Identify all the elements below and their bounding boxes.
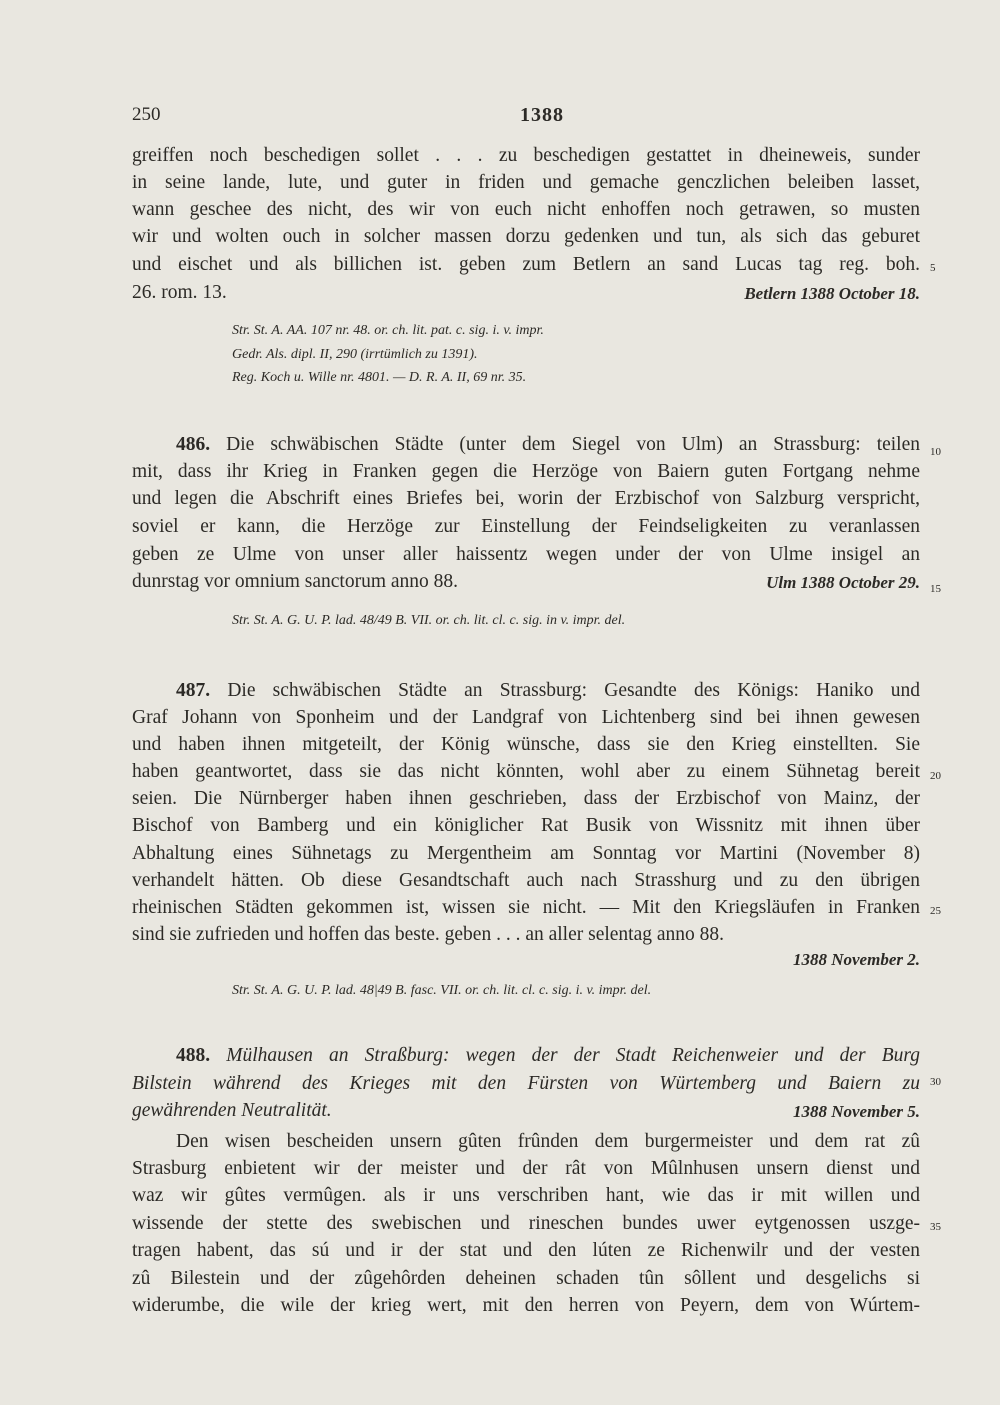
- document-number: 487.: [176, 680, 211, 701]
- text-line: und eischet und als billichen ist. geben zum Betlern an sand Lucas tag reg. boh.: [132, 254, 920, 275]
- text-line: rheinischen Städten gekommen ist, wissen sie nicht. — Mit den Kriegsläufen in Franken: [132, 897, 920, 918]
- regest-heading: Mülhausen an Straßburg: wegen der der Stadt Reichenweier und der Burg: [226, 1045, 921, 1066]
- margin-line-number: 35: [930, 1221, 941, 1233]
- regest-heading: Bilstein während des Krieges mit den Fürsten von Würtemberg und Baiern zu: [132, 1073, 920, 1094]
- document-date: Ulm 1388 October 29.: [766, 573, 920, 592]
- text-line: 26. rom. 13.: [132, 282, 227, 303]
- margin-line-number: 20: [930, 770, 941, 782]
- document-date: Betlern 1388 October 18.: [744, 284, 920, 303]
- document-date: 1388 November 5.: [792, 1102, 920, 1121]
- text-line: wissende der stette des swebischen und rineschen bundes uwer eytgenossen uszge-: [132, 1213, 920, 1234]
- text-line: greiffen noch beschedigen sollet . . . zu beschedigen gestattet in dheineweis, sunder: [132, 145, 920, 166]
- text-line: geben ze Ulme von unser aller haissentz wegen under der von Ulme insigel an: [132, 544, 920, 565]
- text-line: verhandelt hätten. Ob diese Gesandtschaft auch nach Strasshurg und zu den übrigen: [132, 870, 920, 891]
- text-line: soviel er kann, die Herzöge zur Einstellung der Feindseligkeiten zu veranlassen: [132, 516, 920, 537]
- text-line: [176, 678, 920, 704]
- text-line: [176, 1043, 920, 1069]
- text-line: tragen habent, das sú und ir der stat und den lúten ze Richenwilr und der vesten: [132, 1240, 920, 1261]
- text-line: Strasburg enbietent wir der meister und der rât von Mûlnhusen unsern dienst und: [132, 1158, 920, 1179]
- document-number: 486.: [176, 434, 211, 455]
- text-line: Graf Johann von Sponheim und der Landgraf von Lichtenberg sind bei ihnen gewesen: [132, 707, 920, 728]
- text-line: und legen die Abschrift eines Briefes bei, worin der Erzbischof von Salzburg verspricht,: [132, 488, 920, 509]
- text-line: [176, 432, 920, 458]
- text-line: und haben ihnen mitgeteilt, der König wünsche, dass sie den Krieg einstellten. Sie: [132, 734, 920, 755]
- document-number: 488.: [176, 1045, 211, 1066]
- page-number: 250: [132, 104, 161, 125]
- text-line: widerumbe, die wile der krieg wert, mit den herren von Peyern, dem von Wúrtem-: [132, 1295, 920, 1316]
- text-line: Abhaltung eines Sühnetags zu Mergentheim am Sonntag vor Martini (November 8): [132, 843, 920, 864]
- text-line: mit, dass ihr Krieg in Franken gegen die Herzöge von Baiern guten Fortgang nehme: [132, 461, 920, 482]
- running-head-year: 1388: [520, 104, 564, 126]
- margin-line-number: 30: [930, 1076, 941, 1088]
- document-date: 1388 November 2.: [792, 950, 920, 969]
- margin-line-number: 10: [930, 446, 941, 458]
- text-line: haben geantwortet, dass sie das nicht könnten, wohl aber zu einem Sühnetag bereit: [132, 761, 920, 782]
- text-line-content: Die schwäbischen Städte (unter dem Siegel von Ulm) an Strassburg: teilen: [226, 434, 921, 455]
- margin-line-number: 15: [930, 583, 941, 595]
- text-line: waz wir gûtes vermûgen. als ir uns verschriben hant, wie das ir mit willen und: [132, 1185, 920, 1206]
- text-line-content: Die schwäbischen Städte an Strassburg: Gesandte des Königs: Haniko und: [227, 680, 920, 701]
- text-line: Bischof von Bamberg und ein königlicher Rat Busik von Wissnitz mit ihnen über: [132, 815, 920, 836]
- source-note: Str. St. A. G. U. P. lad. 48|49 B. fasc. VII. or. ch. lit. cl. c. sig. i. v. impr. del.: [232, 983, 652, 998]
- text-line: in seine lande, lute, und guter in friden und gemache genczlichen beleiben lasset,: [132, 172, 920, 193]
- text-line: Den wisen bescheiden unsern gûten frûnden dem burgermeister und dem rat zû: [176, 1131, 920, 1152]
- text-line: sind sie zufrieden und hoffen das beste. geben . . . an aller selentag anno 88.: [132, 924, 725, 945]
- regest-heading: gewährenden Neutralität.: [132, 1100, 332, 1121]
- source-note: Str. St. A. AA. 107 nr. 48. or. ch. lit. pat. c. sig. i. v. impr.: [232, 323, 544, 338]
- margin-line-number: 5: [930, 262, 936, 274]
- text-line: zû Bilestein und der zûgehôrden deheinen schaden tûn sôllent und desgelichs si: [132, 1268, 920, 1289]
- source-note: Reg. Koch u. Wille nr. 4801. — D. R. A. II, 69 nr. 35.: [232, 370, 527, 385]
- source-note: Gedr. Als. dipl. II, 290 (irrtümlich zu 1391).: [232, 347, 478, 362]
- source-note: Str. St. A. G. U. P. lad. 48/49 B. VII. or. ch. lit. cl. c. sig. in v. impr. del.: [232, 613, 626, 628]
- text-line: wann geschee des nicht, des wir von euch nicht enhoffen noch getrawen, so musten: [132, 199, 920, 220]
- page-header: [132, 104, 922, 130]
- text-line: seien. Die Nürnberger haben ihnen geschrieben, dass der Erzbischof von Mainz, der: [132, 788, 920, 809]
- text-line: wir und wolten ouch in solcher massen dorzu gedenken und tun, als sich das geburet: [132, 226, 920, 247]
- margin-line-number: 25: [930, 905, 941, 917]
- text-line: dunrstag vor omnium sanctorum anno 88.: [132, 571, 459, 592]
